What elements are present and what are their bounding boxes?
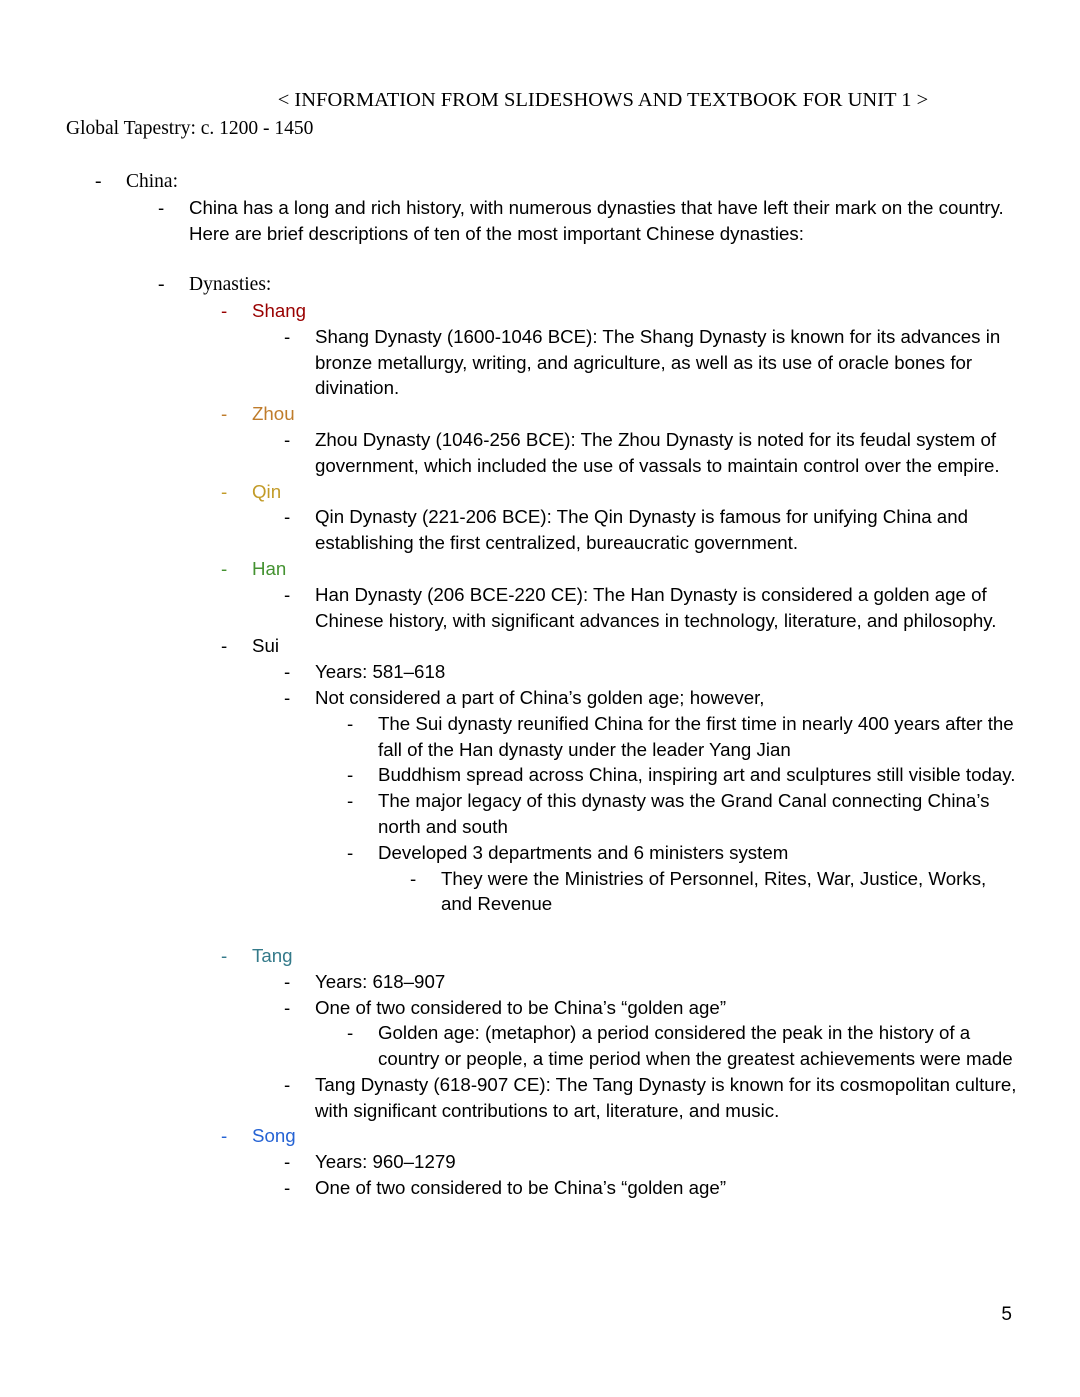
outline-item xyxy=(0,401,1018,427)
outline-text: Years: 960–1279 xyxy=(315,1151,456,1173)
bullet-dash: - xyxy=(221,635,228,657)
bullet-dash: - xyxy=(284,506,291,528)
bullet-dash: - xyxy=(221,403,228,425)
bullet-dash: - xyxy=(347,1022,354,1044)
outline-text: Tang Dynasty (618-907 CE): The Tang Dynasty is known for its cosmopolitan culture, with significant contributions to art, literature, and music. xyxy=(315,1073,1017,1121)
bullet-dash: - xyxy=(284,1177,291,1199)
outline-item xyxy=(0,272,1018,298)
outline-text: Golden age: (metaphor) a period considered the peak in the history of a country or people, a time period when the greatest achievements were made xyxy=(378,1022,1013,1070)
outline-text: Zhou Dynasty (1046-256 BCE): The Zhou Dynasty is noted for its feudal system of government, which included the use of vassals to maintain control over the empire. xyxy=(315,428,1000,476)
outline-item xyxy=(0,840,1018,866)
bullet-dash: - xyxy=(284,1151,291,1173)
bullet-dash: - xyxy=(158,274,165,296)
outline-text: Years: 618–907 xyxy=(315,970,446,992)
outline-text: Shang xyxy=(252,299,307,321)
outline-item xyxy=(0,427,1018,479)
bullet-dash: - xyxy=(158,196,165,218)
outline-item xyxy=(0,1020,1018,1072)
outline-text: Han Dynasty (206 BCE-220 CE): The Han Dynasty is considered a golden age of Chinese history, with significant advances in technology, literature, and philosophy. xyxy=(315,583,997,631)
outline-item xyxy=(0,324,1018,401)
bullet-dash: - xyxy=(284,996,291,1018)
outline-item xyxy=(0,556,1018,582)
outline-item xyxy=(0,866,1018,918)
bullet-dash: - xyxy=(221,480,228,502)
bullet-dash: - xyxy=(95,171,102,192)
bullet-dash: - xyxy=(284,661,291,683)
bullet-dash: - xyxy=(410,867,417,889)
outline-item xyxy=(0,504,1018,556)
outline-text: Years: 581–618 xyxy=(315,661,446,683)
outline-text: Qin xyxy=(252,480,282,502)
outline-text: One of two considered to be China’s “golden age” xyxy=(315,996,727,1018)
bullet-dash: - xyxy=(284,428,291,450)
outline-text: China has a long and rich history, with numerous dynasties that have left their mark on the country. Here are brief descriptions of ten of the most important Chinese dynasties: xyxy=(189,196,1004,244)
outline-item xyxy=(0,633,1018,659)
outline-text: Qin Dynasty (221-206 BCE): The Qin Dynasty is famous for unifying China and establishing the first centralized, bureaucratic government. xyxy=(315,506,968,554)
bullet-dash: - xyxy=(347,790,354,812)
outline-item xyxy=(0,969,1018,995)
outline-text: They were the Ministries of Personnel, Rites, War, Justice, Works, and Revenue xyxy=(441,867,987,915)
outline-text: Tang xyxy=(252,944,293,966)
outline-text: Buddhism spread across China, inspiring art and sculptures still visible today. xyxy=(378,764,1016,786)
outline-item xyxy=(0,788,1018,840)
outline-item xyxy=(0,169,1018,195)
bullet-dash: - xyxy=(284,583,291,605)
bullet-dash: - xyxy=(221,299,228,321)
document-subtitle: Global Tapestry: c. 1200 - 1450 xyxy=(66,118,314,139)
blank-line xyxy=(0,917,1018,943)
outline-item xyxy=(0,1175,1018,1201)
bullet-dash: - xyxy=(221,1125,228,1147)
bullet-dash: - xyxy=(347,764,354,786)
outline-text: Song xyxy=(252,1125,296,1147)
outline-item xyxy=(0,195,1018,247)
outline-item xyxy=(0,1149,1018,1175)
bullet-dash: - xyxy=(284,325,291,347)
outline-text: Zhou xyxy=(252,403,295,425)
outline-item xyxy=(0,298,1018,324)
outline-text: The Sui dynasty reunified China for the first time in nearly 400 years after the fall of the Han dynasty under the leader Yang Jian xyxy=(378,712,1014,760)
outline-item xyxy=(0,659,1018,685)
page-number: 5 xyxy=(1001,1304,1012,1325)
outline-text: China: xyxy=(126,171,178,192)
outline-item xyxy=(0,479,1018,505)
outline-list xyxy=(0,169,1018,1201)
outline-text: One of two considered to be China’s “golden age” xyxy=(315,1177,727,1199)
bullet-dash: - xyxy=(284,970,291,992)
bullet-dash: - xyxy=(347,712,354,734)
bullet-dash: - xyxy=(221,944,228,966)
outline-item xyxy=(0,711,1018,763)
outline-text: Shang Dynasty (1600-1046 BCE): The Shang Dynasty is known for its advances in bronze metallurgy, writing, and agriculture, as well as its use of oracle bones for divination. xyxy=(315,325,1001,399)
outline-item xyxy=(0,1123,1018,1149)
outline-text: Han xyxy=(252,557,287,579)
outline-text: Sui xyxy=(252,635,280,657)
bullet-dash: - xyxy=(284,686,291,708)
outline-text: Dynasties: xyxy=(189,274,272,296)
document-title: < INFORMATION FROM SLIDESHOWS AND TEXTBOOK FOR UNIT 1 > xyxy=(277,89,929,111)
bullet-dash: - xyxy=(221,557,228,579)
blank-line xyxy=(0,246,1018,272)
outline-item xyxy=(0,943,1018,969)
outline-item xyxy=(0,762,1018,788)
bullet-dash: - xyxy=(284,1073,291,1095)
outline-text: Not considered a part of China’s golden age; however, xyxy=(315,686,765,708)
outline-item xyxy=(0,995,1018,1021)
outline-text: The major legacy of this dynasty was the Grand Canal connecting China’s north and south xyxy=(378,790,990,837)
bullet-dash: - xyxy=(347,841,354,863)
outline-item xyxy=(0,1072,1018,1124)
outline-item xyxy=(0,685,1018,711)
outline-item xyxy=(0,582,1018,634)
outline-text: Developed 3 departments and 6 ministers system xyxy=(378,841,789,863)
